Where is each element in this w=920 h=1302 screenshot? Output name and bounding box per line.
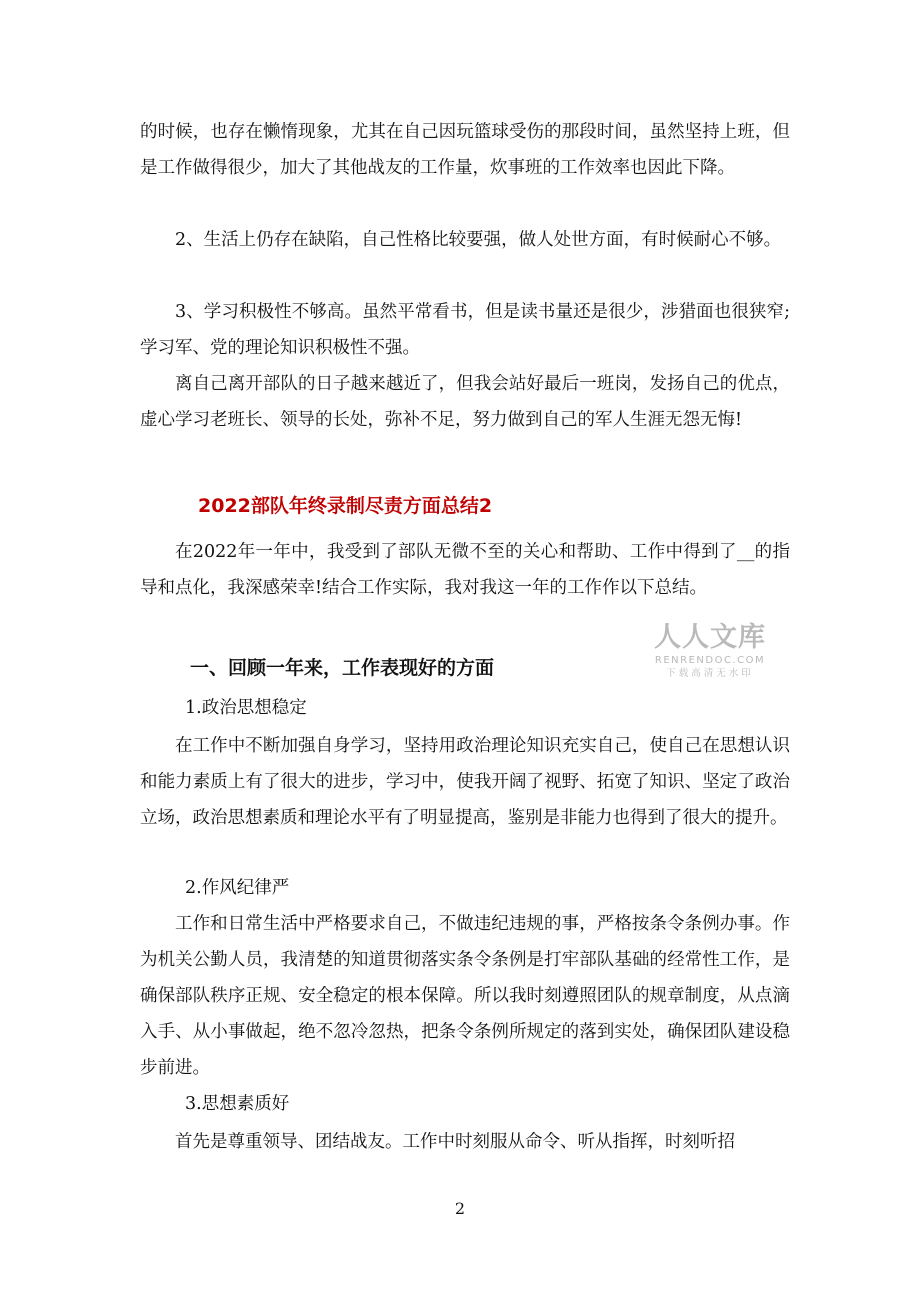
item-label-1: 1.政治思想稳定 [185, 698, 307, 718]
item-label-3: 3.思想素质好 [185, 1094, 290, 1114]
paragraph-point-2: 2、生活上仍存在缺陷，自己性格比较要强，做人处世方面，有时候耐心不够。 [175, 230, 782, 250]
watermark-url: RENRENDOC.COM [654, 655, 766, 666]
watermark-title: 人人文库 [654, 622, 766, 653]
paragraph-point-3: 3、学习积极性不够高。虽然平常看书，但是读书量还是很少，涉猎面也很狭窄;学习军、党的理论知识积极性不强。 [140, 302, 790, 358]
heading-review: 一、回顾一年来，工作表现好的方面 [190, 657, 495, 679]
paragraph-continuation: 的时候，也存在懒惰现象，尤其在自己因玩篮球受伤的那段时间，虽然坚持上班，但是工作做得很少，加大了其他战友的工作量，炊事班的工作效率也因此下降。 [140, 122, 790, 178]
watermark-subtitle: 下载高清无水印 [666, 668, 754, 679]
item-label-2: 2.作风纪律严 [185, 878, 290, 898]
item-text-3: 首先是尊重领导、团结战友。工作中时刻服从命令、听从指挥，时刻听招 [175, 1132, 735, 1152]
paragraph-closing: 离自己离开部队的日子越来越近了，但我会站好最后一班岗，发扬自己的优点，虚心学习老班长、领导的长处，弥补不足，努力做到自己的军人生涯无怨无悔! [140, 374, 790, 430]
watermark-logo [648, 622, 772, 680]
page-number: 2 [454, 1199, 466, 1218]
item-text-1: 在工作中不断加强自身学习，坚持用政治理论知识充实自己，使自己在思想认识和能力素质上有了很大的进步，学习中，使我开阔了视野、拓宽了知识、坚定了政治立场，政治思想素质和理论水平有了明显提高，鉴别是非能力也得到了很大的提升。 [140, 736, 790, 828]
section-title: 2022部队年终录制尽责方面总结2 [198, 495, 493, 517]
item-text-2: 工作和日常生活中严格要求自己，不做违纪违规的事，严格按条令条例办事。作为机关公勤人员，我清楚的知道贯彻落实条令条例是打牢部队基础的经常性工作，是确保部队秩序正规、安全稳定的根本保障。所以我时刻遵照团队的规章制度，从点滴入手、从小事做起，绝不忽冷忽热，把条令条例所规定的落到实处，确保团队建设稳步前进。 [140, 914, 790, 1078]
intro-paragraph: 在2022年一年中，我受到了部队无微不至的关心和帮助、工作中得到了__的指导和点化，我深感荣幸!结合工作实际，我对我这一年的工作作以下总结。 [140, 542, 790, 598]
